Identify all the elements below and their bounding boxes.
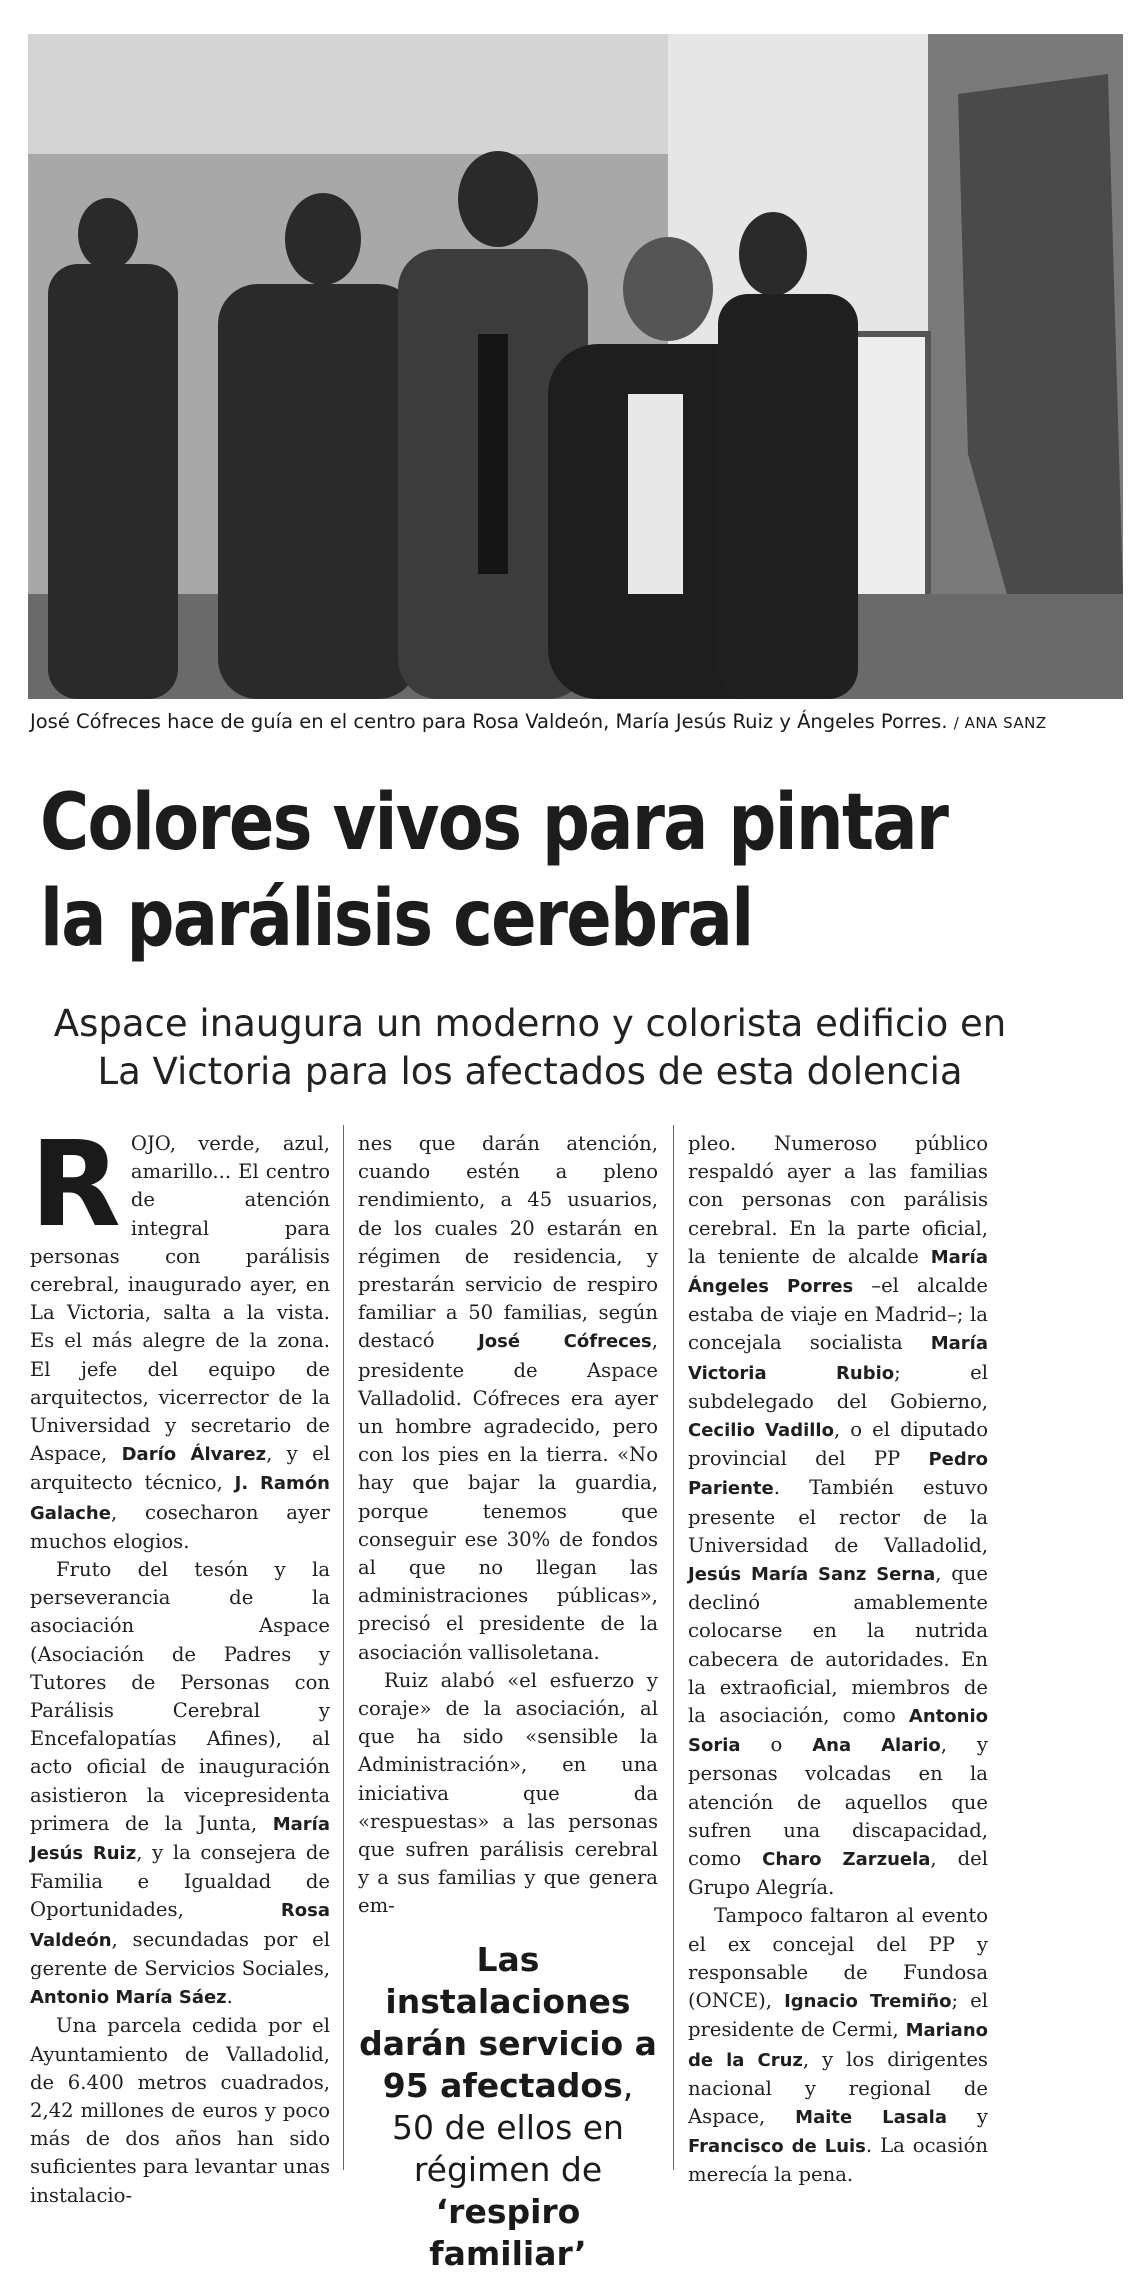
article-column-2 <box>358 1130 658 2273</box>
photo-credit: / ANA SANZ <box>953 714 1047 732</box>
headline-line-2: la parálisis cerebral <box>40 874 753 964</box>
pull-quote: Las instalaciones darán servicio a 95 afectados, 50 de ellos en régimen de ‘respiro familiar’ <box>359 1939 657 2273</box>
caption-text: José Cófreces hace de guía en el centro para Rosa Valdeón, María Jesús Ruiz y Ángeles Porres. <box>30 710 948 733</box>
photo-illustration <box>28 34 1123 699</box>
paragraph-3: Una parcela cedida por el Ayuntamiento de Valladolid, de 6.400 metros cuadrados, 2,42 millones de euros y poco más de dos años han sido suficientes para levantar unas instalacio- <box>30 2014 330 2207</box>
headline-line-1: Colores vivos para pintar <box>40 778 948 868</box>
subheadline-line-2: La Victoria para los afectados de esta dolencia <box>97 1050 963 1093</box>
article-column-3 <box>688 1130 988 2187</box>
paragraph-1: ROJO, verde, azul, amarillo... El centro de atención integral para personas con parálisis cerebral, inaugurado ayer, en La Victoria, salta a la vista. Es el más alegre de la zona. El jefe del equipo de arquitectos, vicerrector de la Universidad y secretario de Aspace, Darío Álvarez, y el arquitecto técnico, J. Ramón Galache, cosecharon ayer muchos elogios. <box>30 1115 330 1553</box>
column-divider-2 <box>673 1125 674 2170</box>
photo-caption <box>30 710 1130 733</box>
column-divider-1 <box>343 1125 344 2170</box>
subheadline-line-1: Aspace inaugura un moderno y colorista edificio en <box>53 1002 1007 1045</box>
drop-cap: R <box>30 1115 121 1253</box>
article-column-1 <box>30 1115 330 2207</box>
headline <box>40 775 952 967</box>
paragraph-2: Fruto del tesón y la perseverancia de la asociación Aspace (Asociación de Padres y Tutores de Personas con Parálisis Cerebral y Encefalopatías Afines), al acto oficial de inauguración asistieron la vicepresidenta primera de la Junta, María Jesús Ruiz, y la consejera de Familia e Igualdad de Oportunidades, Rosa Valdeón, secundadas por el gerente de Servicios Sociales, Antonio María Sáez. <box>30 1558 330 2009</box>
paragraph-4: nes que darán atención, cuando estén a pleno rendimiento, a 45 usuarios, de los cuales 20 estarán en régimen de residencia, y prestarán servicio de respiro familiar a 50 familias, según destacó José Cófreces, presidente de Aspace Valladolid. Cófreces era ayer un hombre agradecido, pero con los pies en la tierra. «No hay que bajar la guardia, porque tenemos que conseguir ese 30% de fondos al que no llegan las administraciones públicas», precisó el presidente de la asociación vallisoletana. <box>358 1132 658 1664</box>
article-photo <box>28 34 1123 699</box>
subheadline <box>30 1000 1030 1096</box>
paragraph-6: pleo. Numeroso público respaldó ayer a las familias con personas con parálisis cerebral. En la parte oficial, la teniente de alcalde María Ángeles Porres –el alcalde estaba de viaje en Madrid–; la concejala socialista María Victoria Rubio; el subdelegado del Gobierno, Cecilio Vadillo, o el diputado provincial del PP Pedro Pariente. También estuvo presente el rector de la Universidad de Valladolid, Jesús María Sanz Serna, que declinó amablemente colocarse en la nutrida cabecera de autoridades. En la extraoficial, miembros de la asociación, como Antonio Soria o Ana Alario, y personas volcadas en la atención de aquellos que sufren una discapacidad, como Charo Zarzuela, del Grupo Alegría. <box>688 1132 988 1900</box>
paragraph-7: Tampoco faltaron al evento el ex concejal del PP y responsable de Fundosa (ONCE), Ignacio Tremiño; el presidente de Cermi, Mariano de la Cruz, y los dirigentes nacional y regional de Aspace, Maite Lasala y Francisco de Luis. La ocasión merecía la pena. <box>688 1904 988 2187</box>
paragraph-5: Ruiz alabó «el esfuerzo y coraje» de la asociación, al que ha sido «sensible la Administración», en una iniciativa que da «respuestas» a las personas que sufren parálisis cerebral y a sus familias y que genera em- <box>358 1668 658 1918</box>
